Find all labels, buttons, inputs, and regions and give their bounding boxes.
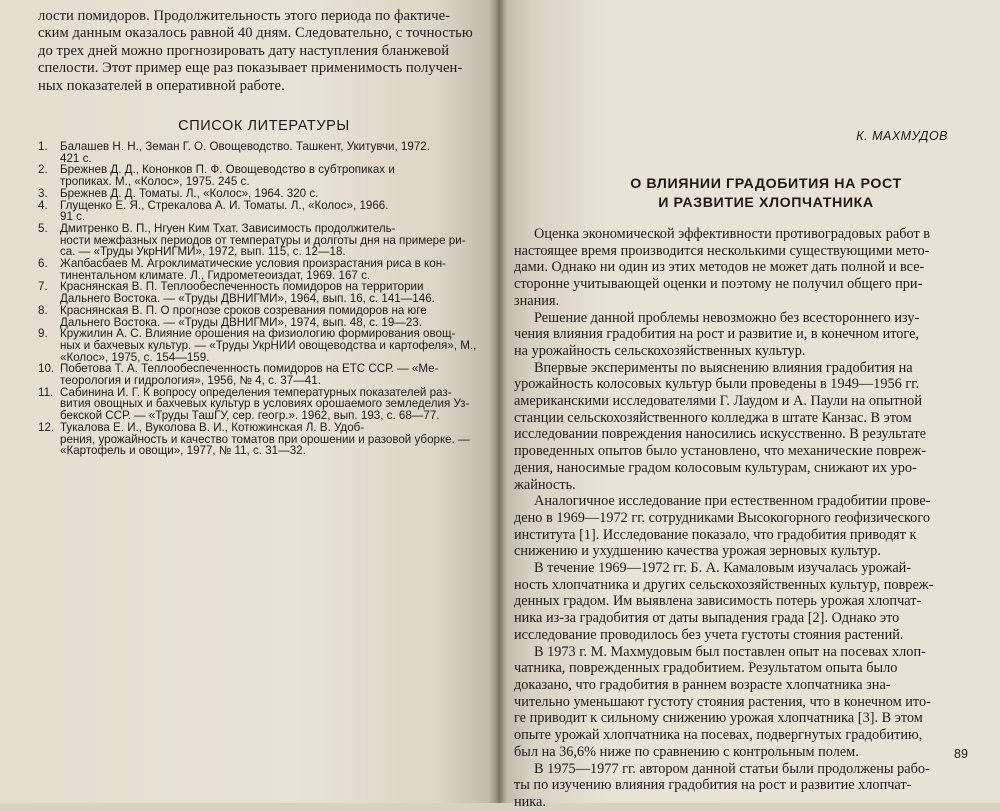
text-line: урожайность колосовых культур были проведены в 1949—1956 гг. xyxy=(514,376,920,393)
reference-item xyxy=(38,223,490,258)
text-line: настоящее время производится несколькими существующими мето- xyxy=(514,242,930,259)
reference-number: 11. xyxy=(38,385,54,399)
reference-line: тропиках. М., «Колос», 1975. 245 с. xyxy=(60,175,250,189)
text-line: чения влияния градобития на рост и развитие и, в конечном итоге, xyxy=(514,326,920,343)
text-line: снижению и ухудшению качества урожая зерновых культур. xyxy=(514,543,881,560)
reference-item xyxy=(38,305,490,328)
left-page xyxy=(0,0,496,803)
text-line: до трех дней можно прогнозировать дату наступления бланжевой xyxy=(38,42,450,59)
reference-line: тинентальном климате. Л., Гидрометеоиздат, 1969. 167 с. xyxy=(60,268,371,282)
text-line: денных градом. Им выявлена зависимость потерь урожая хлопчат- xyxy=(514,593,922,610)
text-line: американскими исследователями Г. Лаудом и А. Паули на опытной xyxy=(514,393,922,410)
reference-number: 4. xyxy=(38,198,48,212)
reference-item xyxy=(38,200,490,223)
text-line: ника. xyxy=(514,793,546,810)
reference-line: Дмитренко В. П., Нгуен Ким Тхат. Зависимость продолжитель- xyxy=(60,221,396,235)
paragraph xyxy=(514,360,970,494)
reference-line: «Колос», 1975, с. 154—159. xyxy=(60,350,210,364)
reference-line: Сабинина И. Г. К вопросу определения температурных показателей раз- xyxy=(60,385,452,399)
reference-number: 3. xyxy=(38,186,48,200)
text-line: дено в 1969—1972 гг. сотрудниками Высокогорного геофизического xyxy=(514,509,930,526)
reference-line: Жапбасбаев М. Агроклиматические условия произрастания риса в кон- xyxy=(60,257,446,271)
text-line: лости помидоров. Продолжительность этого периода по фактиче- xyxy=(38,8,451,24)
text-line: ским данным оказалось равной 40 дням. Следовательно, с точностью xyxy=(38,25,473,42)
text-line: В 1975—1977 гг. автором данной статьи были продолжены рабо- xyxy=(534,760,930,777)
title-line: О ВЛИЯНИИ ГРАДОБИТИЯ НА РОСТ xyxy=(630,176,902,192)
reference-number: 9. xyxy=(38,327,48,341)
text-line: Решение данной проблемы невозможно без всестороннего изу- xyxy=(534,309,920,326)
reference-item xyxy=(38,188,490,200)
reference-item xyxy=(38,258,490,281)
reference-number: 5. xyxy=(38,221,48,235)
text-line: спелости. Этот пример еще раз показывает применимость получен- xyxy=(38,60,463,77)
text-line: чительно уменьшают густоту стояния растения, что в конечном ито- xyxy=(514,693,931,710)
text-line: чатника, поврежденных градобитием. Результатом опыта было xyxy=(514,660,898,677)
continuation-text xyxy=(38,8,484,95)
reference-number: 1. xyxy=(38,140,48,153)
text-line: ность хлопчатника и других сельскохозяйственных культур, повреж- xyxy=(514,576,934,593)
reference-item xyxy=(38,422,490,457)
text-line: проведенных опытов было установлено, что механические повреж- xyxy=(514,443,926,460)
text-line: знания. xyxy=(514,292,560,309)
text-line: был на 36,6% ниже по сравнению с контрольным полем. xyxy=(514,743,859,760)
text-line: жайность. xyxy=(514,476,576,493)
reference-line: 91 с. xyxy=(60,210,86,224)
paragraph xyxy=(514,493,970,560)
text-line: Впервые эксперименты по выяснению влияния градобития на xyxy=(534,359,913,376)
reference-line: ных и бахчевых культур. — «Труды УкрНИИ овощеводства и картофеля», М., xyxy=(60,338,477,352)
text-line: дами. Однако ни один из этих методов не может дать полной и все- xyxy=(514,259,925,276)
text-line: ника из-за градобития от даты выпадения града [2]. Однако это xyxy=(514,610,900,627)
text-line: доказано, что градобития в раннем возрасте хлопчатника зна- xyxy=(514,676,891,693)
text-line: исследование проводилось без учета густоты стояния растений. xyxy=(514,626,904,643)
reference-line: теорология и гидрология», 1956, № 4, с. 37—41. xyxy=(60,374,321,388)
reference-line: Дальнего Востока. — «Труды ДВНИГМИ», 1964, вып. 16, с. 141—146. xyxy=(60,292,435,306)
reference-number: 8. xyxy=(38,303,48,317)
text-line: ты по изучению влияния градобития на рост и развитие хлопчат- xyxy=(514,777,912,794)
reference-line: вития овощных и бахчевых культур в условиях орошаемого земледелия Уз- xyxy=(60,397,470,411)
reference-item xyxy=(38,281,490,304)
reference-number: 12. xyxy=(38,420,55,434)
text-line: станции сельскохозяйственного колледжа в штате Канзас. В этом xyxy=(514,409,912,426)
page-number: 89 xyxy=(954,747,968,761)
paragraph xyxy=(514,226,970,310)
author-name: К. МАХМУДОВ xyxy=(856,129,948,143)
reference-line: Кружилин А. С. Влияние орошения на физиологию формирования овощ- xyxy=(60,327,456,341)
text-line: Аналогичное исследование при естественном градобитии прове- xyxy=(534,493,931,510)
reference-line: бекской ССР. — «Труды ТашГУ, сер. геогр.». 1962, вып. 193, с. 68—77. xyxy=(60,409,440,423)
text-line: института [1]. Исследование показало, что градобития приводят к xyxy=(514,526,917,543)
reference-number: 6. xyxy=(38,257,48,271)
title-line: И РАЗВИТИЕ ХЛОПЧАТНИКА xyxy=(658,194,874,211)
reference-line: Тукалова Е. И., Вуколова В. И., Котюжинская Л. В. Удоб- xyxy=(60,420,365,434)
reference-line: Краснянская В. П. О прогнозе сроков созревания помидоров на юге xyxy=(60,303,427,317)
text-line: В 1973 г. М. Махмудовым был поставлен опыт на посевах хлоп- xyxy=(534,643,926,660)
text-line: сторонне учитывающей оценки и поэтому не получил общего при- xyxy=(514,276,923,293)
text-line: ге приводит к сильному снижению урожая хлопчатника [3]. В этом xyxy=(514,710,923,727)
reference-item xyxy=(38,328,490,363)
paragraph xyxy=(514,310,970,360)
text-line: исследовании повреждения наносились искусственно. В результате xyxy=(514,426,927,443)
reference-item xyxy=(38,141,490,164)
text-line: на урожайность сельскохозяйственных культур. xyxy=(514,342,806,359)
reference-item xyxy=(38,363,490,386)
article-body xyxy=(514,226,970,811)
reference-item xyxy=(38,387,490,422)
text-line: В течение 1969—1972 гг. Б. А. Камаловым изучалась урожай- xyxy=(534,560,912,577)
article-title xyxy=(576,175,956,212)
reference-line: ности межфазных периодов от температуры и долготы дня на примере ри- xyxy=(60,233,466,247)
reference-line: Брежнев Д. Д., Кононков П. Ф. Овощеводство в субтропиках и xyxy=(60,163,395,177)
paragraph xyxy=(514,644,970,761)
reference-line: 421 с. xyxy=(60,151,92,165)
reference-list xyxy=(38,141,490,457)
reference-line: Дальнего Востока. — «Труды ДВНИГМИ», 1974, вып. 48, с. 19—23. xyxy=(60,315,422,329)
reference-number: 2. xyxy=(38,163,48,177)
text-line: Оценка экономической эффективности противоградовых работ в xyxy=(534,226,931,242)
reference-number: 7. xyxy=(38,280,48,294)
reference-line: «Картофель и овощи», 1977, № 11, с. 31—32. xyxy=(60,444,306,458)
reference-line: Побетова Т. А. Теплообеспеченность помидоров на ЕТС ССР. — «Ме- xyxy=(60,362,439,376)
reference-line: са. — «Труды УкрНИГМИ», 1972, вып. 115, с. 12—18. xyxy=(60,245,346,259)
text-line: дения, наносимые градом колосовым культурам, снижают их уро- xyxy=(514,459,917,476)
reference-line: Глущенко Е. Я., Стрекалова А. И. Томаты. Л., «Колос», 1966. xyxy=(60,198,389,212)
reference-line: Брежнев Д. Д. Томаты. Л., «Колос», 1964. 320 с. xyxy=(60,186,319,200)
paragraph xyxy=(514,560,970,644)
reference-line: Балашев Н. Н., Земан Г. О. Овощеводство. Ташкент, Укитувчи, 1972. xyxy=(60,140,430,153)
text-line: опыте урожай хлопчатника на посевах, подвергнутых градобитию, xyxy=(514,727,923,744)
reference-line: Краснянская В. П. Теплообеспеченность помидоров на территории xyxy=(60,280,424,294)
bibliography-title: СПИСОК ЛИТЕРАТУРЫ xyxy=(178,118,350,134)
reference-line: рения, урожайность и качество томатов при орошении и разовой уборке. — xyxy=(60,432,470,446)
reference-item xyxy=(38,164,490,187)
paragraph xyxy=(514,761,970,811)
text-line: ных показателей в оперативной работе. xyxy=(38,77,285,94)
reference-number: 10. xyxy=(38,362,55,376)
